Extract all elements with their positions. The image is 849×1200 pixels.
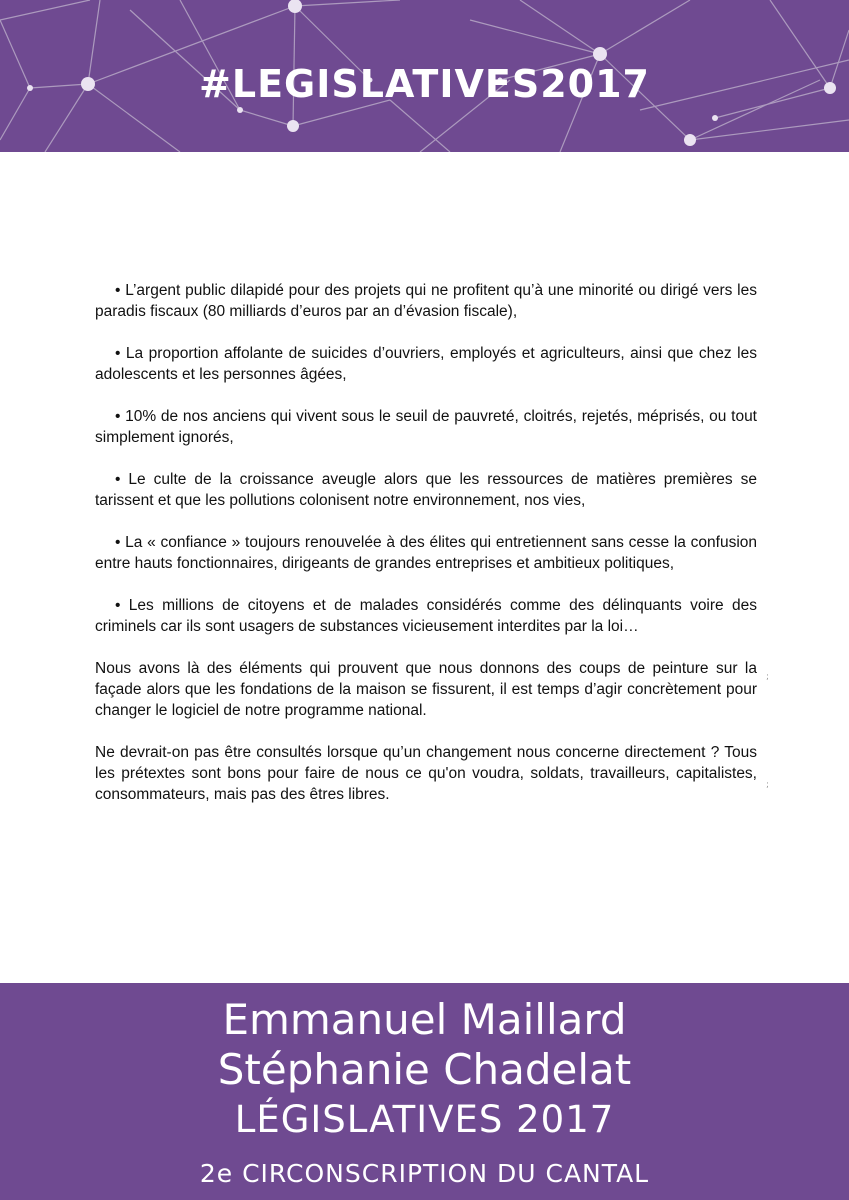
document-body xyxy=(95,280,757,826)
bullet-item: • Le culte de la croissance aveugle alors que les ressources de matières premières se tarissent et que les pollutions colonisent notre environnement, nos vies, xyxy=(95,471,757,509)
page-title: #LEGISLATIVES2017 xyxy=(199,62,650,106)
bullet-item: • Les millions de citoyens et de malades considérés comme des délinquants voire des criminels car ils sont usagers de substances vicieusement interdites par la loi… xyxy=(95,597,757,635)
body-paragraph: Ne devrait-on pas être consultés lorsque qu’un changement nous concerne directement ? Tous les prétextes sont bons pour faire de nous ce qu'on voudra, soldats, travailleurs, capitalistes, consommateurs, mais pas des êtres libres. xyxy=(95,744,757,803)
body-paragraph: Nous avons là des éléments qui prouvent que nous donnons des coups de peinture sur la façade alors que les fondations de la maison se fissurent, il est temps d’agir concrètement pour changer le logiciel de notre programme national. xyxy=(95,660,757,719)
bullet-item: • 10% de nos anciens qui vivent sous le seuil de pauvreté, cloitrés, rejetés, méprisés, ou tout simplement ignorés, xyxy=(95,408,757,446)
bullet-item: • La « confiance » toujours renouvelée à des élites qui entretiennent sans cesse la confusion entre hauts fonctionnaires, dirigeants de grandes entreprises et ambitieux politiques, xyxy=(95,534,757,572)
footer-banner xyxy=(0,983,849,1200)
stray-mark: ; xyxy=(766,672,770,682)
bullet-item: • L’argent public dilapidé pour des projets qui ne profitent qu’à une minorité ou dirigé vers les paradis fiscaux (80 milliards d’euros par an d’évasion fiscale), xyxy=(95,282,757,320)
candidate-name: Emmanuel Maillard xyxy=(222,995,627,1044)
header-banner xyxy=(0,0,849,152)
candidate-name: Stéphanie Chadelat xyxy=(217,1045,632,1094)
district-label: 2e CIRCONSCRIPTION DU CANTAL xyxy=(199,1159,650,1188)
election-title: LÉGISLATIVES 2017 xyxy=(234,1098,615,1141)
bullet-item: • La proportion affolante de suicides d’ouvriers, employés et agriculteurs, ainsi que chez les adolescents et les personnes âgées, xyxy=(95,345,757,383)
stray-mark: ; xyxy=(766,780,770,790)
